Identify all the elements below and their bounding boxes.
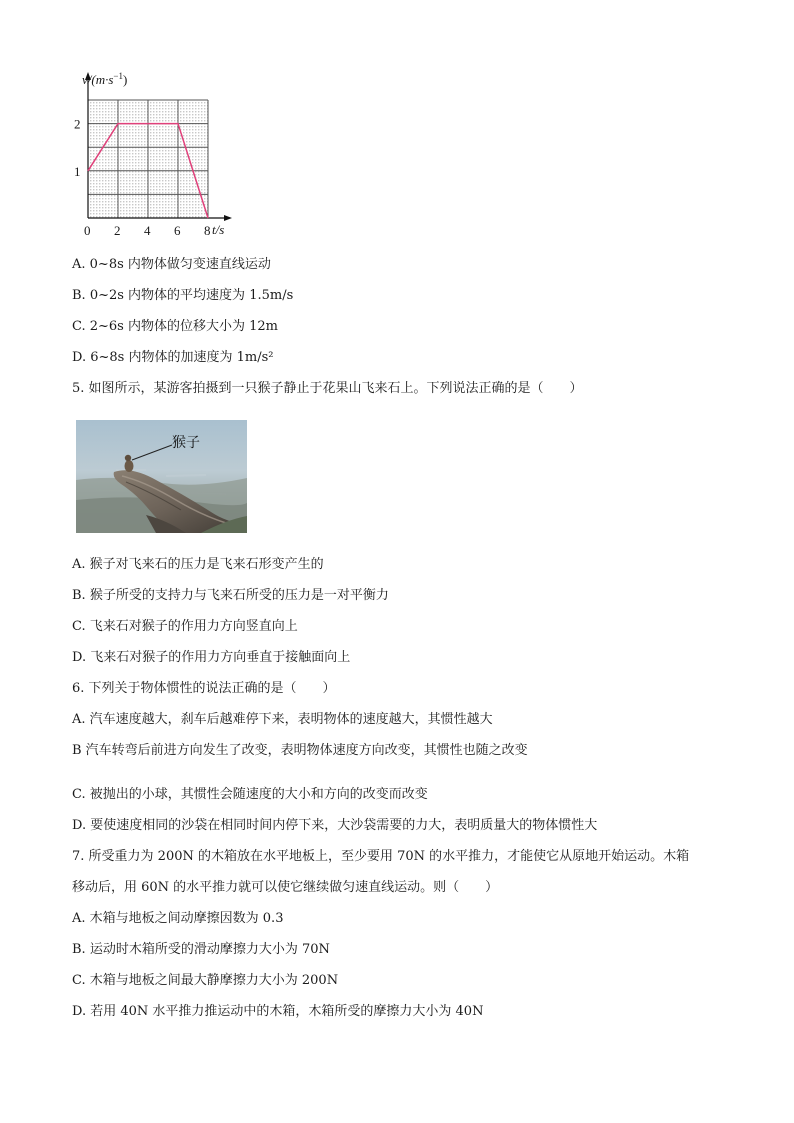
q6-option-a: A. 汽车速度越大，刹车后越难停下来，表明物体的速度越大，其惯性越大 [72, 712, 493, 727]
q7-option-b: B. 运动时木箱所受的滑动摩擦力大小为 70N [72, 942, 330, 957]
q5-option-c: C. 飞来石对猴子的作用力方向竖直向上 [72, 619, 298, 634]
q6-option-d: D. 要使速度相同的沙袋在相同时间内停下来，大沙袋需要的力大，表明质量大的物体惯性大 [72, 818, 598, 833]
x-tick-label: 2 [114, 223, 121, 238]
q5-stem: 5. 如图所示，某游客拍摄到一只猴子静止于花果山飞来石上。下列说法正确的是（ ） [72, 381, 583, 396]
q4-option-d: D. 6~8s 内物体的加速度为 1m/s² [72, 350, 274, 365]
q5-option-b: B. 猴子所受的支持力与飞来石所受的压力是一对平衡力 [72, 588, 389, 603]
q4-option-a: A. 0~8s 内物体做匀变速直线运动 [72, 257, 271, 272]
q4-option-c: C. 2~6s 内物体的位移大小为 12m [72, 319, 278, 334]
y-tick-label: 1 [74, 163, 81, 179]
y-axis-label: $v/(m\cdot s^{-1})$ [82, 71, 128, 87]
x-tick-label: 8 [204, 223, 211, 238]
q7-option-c: C. 木箱与地板之间最大静摩擦力大小为 200N [72, 973, 339, 988]
x-tick-label: 0 [84, 223, 91, 238]
x-axis-arrow [224, 215, 232, 221]
q6-option-b: B 汽车转弯后前进方向发生了改变，表明物体速度方向改变，其惯性也随之改变 [72, 743, 528, 758]
q7-stem-line-2: 移动后，用 60N 的水平推力就可以使它继续做匀速直线运动。则（ ） [72, 880, 499, 895]
x-axis-label: t/s [212, 222, 225, 237]
y-tick-label: 2 [74, 116, 81, 132]
monkey-label: 猴子 [172, 435, 200, 451]
velocity-time-graph [60, 66, 240, 246]
q5-option-a: A. 猴子对飞来石的压力是飞来石形变产生的 [72, 557, 324, 572]
x-tick-label: 4 [144, 223, 151, 238]
monkey-on-rock-photo [76, 420, 247, 533]
q7-option-d: D. 若用 40N 水平推力推运动中的木箱，木箱所受的摩擦力大小为 40N [72, 1004, 484, 1019]
x-tick-label: 6 [174, 223, 181, 238]
q5-option-d: D. 飞来石对猴子的作用力方向垂直于接触面向上 [72, 650, 351, 665]
q6-stem: 6. 下列关于物体惯性的说法正确的是（ ） [72, 681, 336, 696]
q6-option-c: C. 被抛出的小球，其惯性会随速度的大小和方向的改变而改变 [72, 787, 428, 802]
q4-option-b: B. 0~2s 内物体的平均速度为 1.5m/s [72, 288, 294, 303]
q7-option-a: A. 木箱与地板之间动摩擦因数为 0.3 [72, 911, 284, 926]
q7-stem-line-1: 7. 所受重力为 200N 的木箱放在水平地板上，至少要用 70N 的水平推力，才能使它从原地开始运动。木箱 [72, 849, 690, 864]
